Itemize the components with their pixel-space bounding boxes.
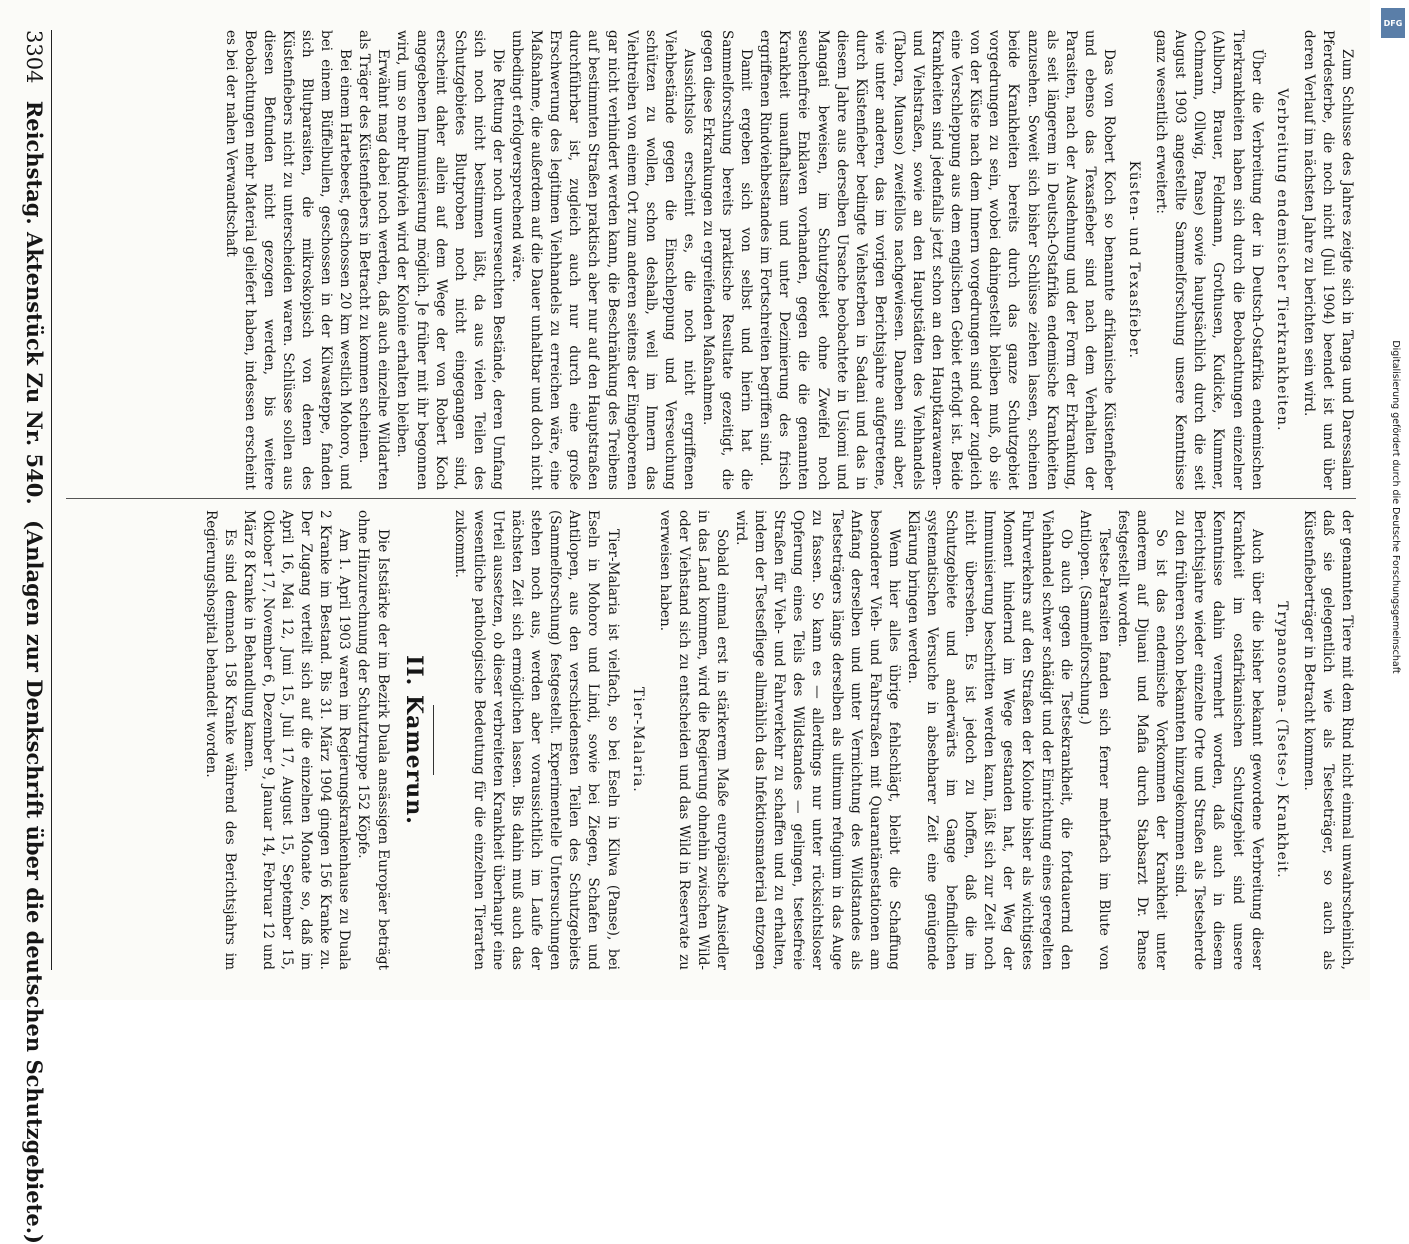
paragraph: Tier-Malaria ist vielfach, so bei Eseln in Kilwa (Panse), bei Eseln in Mohoro und Lindi, sowie bei Ziegen, Schafen und Antilopen, aus den verschiedensten Teilen des Schutzgebiets (Sammelforschung) festgestellt. Experimentelle Untersuchungen stehen noch aus, werden aber voraussichtlich im Laufe der nächsten Zeit sich ermöglichen lassen. Bis dahin muß auch das Urteil aussetzen, ob dieser verbreiteten Krankheit überhaupt eine wesentliche pathologische Bedeutung für die einzelnen Tierarten zukommt. [451, 510, 621, 970]
right-column [66, 510, 1356, 970]
document-title: Reichstag. Aktenstück Zu Nr. 540. [22, 100, 47, 505]
dfg-logo: DFG [1381, 8, 1405, 38]
page-number: 3304 [22, 30, 46, 84]
paragraph: Über die Verbreitung der in Deutsch-Ostafrika endemischen Tierkrankheiten haben sich durch die Beobachtungen einzelner (Ahlborn, Brauer, Feldmann, Grothusen, Kudicke, Kummer, Ochmann, Ollwig, Panse) sowie hauptsächlich durch die seit August 1903 angestellte Sammelforschung unsere Kenntnisse ganz wesentlich erweitert: [1153, 30, 1265, 490]
paragraph: Ob auch gegen die Tsetsekrankheit, die fortdauernd den Viehhandel schwer schädigt und der Einrichtung eines geregelten Fuhrverkehrs auf den Straßen der Kolonie bisher als wichtigstes Moment hindernd im Wege gestanden hat, der Weg der Immunisierung beschritten werden kann, läßt sich zur Zeit noch nicht übersehen. Es ist jedoch zu hoffen, daß die im Schutzgebiete und anderwärts im Gange befindlichen systematischen Versuche in absehbarer Zeit eine genügende Klärung bringen werden. [904, 510, 1074, 970]
section-heading: Verbreitung endemischer Tierkrankheiten. [1273, 88, 1290, 432]
paragraph: Sobald einmal erst in stärkerem Maße europäische Ansiedler in das Land kommen, wird die Regierung ohnehin zwischen Wild- oder Viehstand sich zu entscheiden und das Wild in Reservate zu verweisen haben. [656, 510, 730, 970]
section-heading: Küsten- und Texasfieber. [1126, 160, 1143, 360]
paragraph: der genannten Tiere mit dem Rind nicht einmal unwahrscheinlich, daß sie gelegentlich wie als Tsetseträger, so auch als Küstenfieberträger in Betracht kommen. [1300, 510, 1355, 970]
paragraph: Die Iststärke der im Bezirk Duala ansässigen Europäer beträgt ohne Hinzurechnung der Schutztruppe 152 Köpfe. [355, 510, 391, 970]
chapter-heading: II. Kamerun. [400, 655, 427, 825]
paragraph: Damit ergeben sich von selbst und hierin hat die Sammelforschung bereits praktische Resultate gezeitigt, die gegen diese Erkrankungen zu ergreifenden Maßnahmen. [700, 30, 755, 490]
paragraph: Das von Robert Koch so benannte afrikanische Küstenfieber und ebenso das Texasfieber sind nach dem Verhalten der Parasiten, nach der Ausdehnung und der Form der Erkrankung, als seit längerem in Deutsch-Ostafrika endemische Krankheiten anzusehen. Soweit sich bisher Schlüsse ziehen lassen, scheinen beide Krankheiten bereits durch das ganze Schutzgebiet vorgedrungen zu sein, wobei dahingestellt bleiben muß, ob sie von der Küste nach dem Innern vorgedrungen sind oder zugleich eine Verschleppung aus dem englischen Gebiet erfolgt ist. Beide Krankheiten sind jedenfalls jetzt schon an den Hauptkarawanen- und Viehstraßen, sowie an den Hauptstädten des Viehhandels (Tabora, Muanso) zweifellos nachgewiesen. Daneben sind aber, wie unter anderen, das im vorigen Berichtsjahre aufgetretene, durch Küstenfieber bedingte Viehsterben in Sadani und das in diesem Jahre aus derselben Ursache beobachtete in Usiomi und Mangati beweisen, im Schutzgebiet ohne Zweifel noch seuchenfreie Enklaven vorhanden, gegen die die genannten Krankheit unaufhaltsam und unter Dezimierung des frisch ergriffenen Rindviehbestandes im Fortschreiten begriffen sind. [757, 30, 1117, 490]
paragraph: Auch über die bisher bekannt gewordene Verbreitung dieser Krankheit im ostafrikanischen Schutzgebiet sind unsere Kenntnisse dahin vermehrt worden, daß auch in diesem Berichtsjahre wieder einzelne Orte und Straßen als Tsetseherde zu den früheren schon bekannten hinzugekommen sind. [1172, 510, 1265, 970]
caption-text: Digitalisierung gefördert durch die Deutsche Forschungsgemeinschaft [1390, 340, 1401, 674]
section-divider [433, 705, 434, 775]
paragraph: Bei einem Hartebeest, geschossen 20 km westlich Mohoro, und bei einem Büffelbullen, geschossen in der Kilwasteppe, fanden sich Blutparasiten, die mikroskopisch von denen des Küstenfiebers nicht zu unterscheiden waren. Schlüsse sollen aus diesen Befunden nicht gezogen werden, bis weitere Beobachtungen mehr Material geliefert haben, indessen erscheint es bei der nahen Verwandtschaft [222, 30, 354, 490]
digitization-caption [1383, 0, 1403, 1000]
paragraph: So ist das endemische Vorkommen der Krankheit unter anderem auf Djuani und Mafia durch Stabsarzt Dr. Panse festgestellt worden. [1114, 510, 1170, 970]
document-subtitle: (Anlagen zur Denkschrift über die deutschen Schutzgebiete.) [22, 519, 47, 1244]
paragraph: Wenn hier alles übrige fehlschlägt, bleibt die Schaffung besonderer Vieh- und Fahrstraßen mit Quarantänestationen am Anfang derselben und unter Vernichtung des Wildstandes als Tsetseträgers längs derselben als ultimum refugium in das Auge zu fassen. So kann es — allerdings nur unter rücksichtsloser Opferung eines Teils des Wildstandes — gelingen, tsetsefreie Straßen für Vieh- und Fahrverkehr zu schaffen und zu erhalten, indem der Tsetsefliege allmählich das Infektionsmaterial entzogen wird. [733, 510, 902, 970]
paragraph: Die Rettung der noch unverseuchten Bestände, deren Umfang sich noch nicht bestimmen läßt, da aus vielen Teilen des Schutzgebietes Blutproben noch nicht eingegangen sind, erscheint daher allein auf dem Wege der von Robert Koch angegebenen Immunisierung möglich. Je früher mit ihr begonnen wird, um so mehr Rindvieh wird der Kolonie erhalten bleiben. [394, 30, 506, 490]
left-column [66, 30, 1356, 490]
section-heading: Trypanosoma- (Tsetse-) Krankheit. [1273, 601, 1290, 879]
paragraph: Tsetse-Parasiten fanden sich ferner mehrfach im Blute von Antilopen. (Sammelforschung.) [1076, 510, 1112, 970]
paragraph: Zum Schlusse des Jahres zeigte sich in Tanga und Daressalam Pferdesterbe, die noch nicht (Juli 1904) beendet ist und über deren Verlauf im nächsten Jahre zu berichten sein wird. [1300, 30, 1355, 490]
section-heading: Tier-Malaria. [629, 687, 646, 793]
paragraph: Erwähnt mag dabei noch werden, daß auch einzelne Wildarten als Träger des Küstenfiebers in Betracht zu kommen scheinen. [356, 30, 392, 490]
running-header [22, 30, 52, 1244]
paragraph: Am 1. April 1903 waren im Regierungskrankenhause zu Duala 2 Kranke im Bestand. Bis 31. März 1904 gingen 156 Kranke zu. Der Zugang verteilt sich auf die einzelnen Monate so, daß im April 16, Mai 12, Juni 15, Juli 17, August 15, September 15, Oktober 17, November 6, Dezember 9, Januar 14, Februar 12 und März 8 Kranke in Behandlung kamen. [240, 510, 353, 970]
paragraph: Aussichtslos erscheint es, die noch nicht ergriffenen Viehbestände gegen die Einschleppung und Verseuchung schützen zu wollen, schon deshalb, weil im Innern das Viehtreiben von einem Ort zum anderen seitens der Eingeborenen gar nicht verhindert werden kann, die Beschränkung des Treibens auf bestimmten Straßen praktisch aber nur auf den Hauptstraßen durchführbar ist, zugleich auch nur durch eine große Erschwerung des legitimen Viehhandels zu erreichen wäre, eine Maßnahme, die außerdem auf die Dauer unhaltbar und doch nicht unbedingt erfolgversprechend wäre. [509, 30, 697, 490]
column-divider [66, 498, 1356, 499]
paragraph: Es sind demnach 158 Kranke während des Berichtsjahrs im Regierungshospital behandelt worden. [202, 510, 238, 970]
